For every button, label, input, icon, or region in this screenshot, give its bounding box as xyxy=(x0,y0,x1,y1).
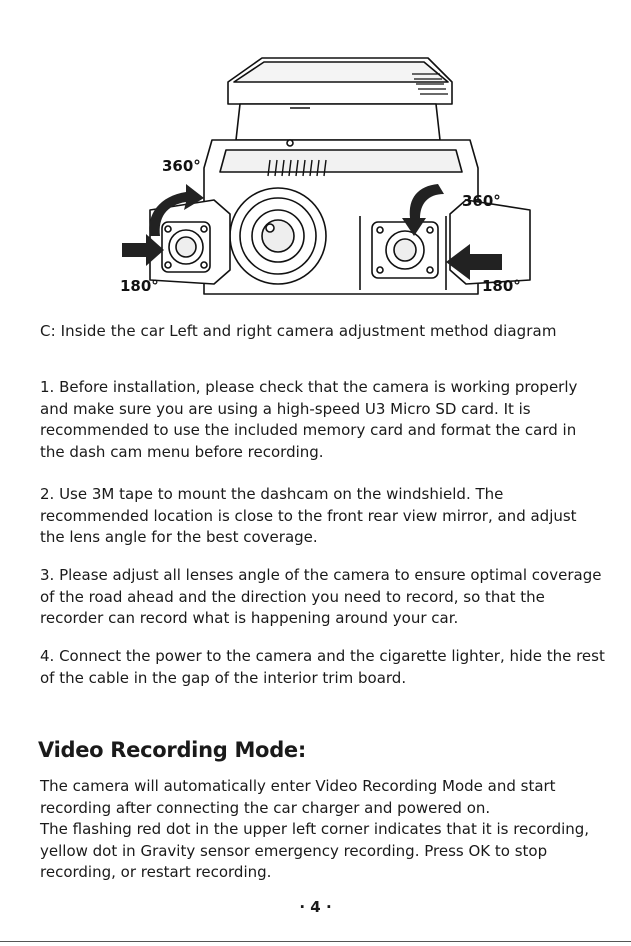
section-line-1: The camera will automatically enter Video Recording Mode and start recording after connecting the car charger and powered on. xyxy=(40,777,556,817)
figure-caption: C: Inside the car Left and right camera adjustment method diagram xyxy=(40,322,557,340)
section-line-2: The flashing red dot in the upper left corner indicates that it is recording, yellow dot in Gravity sensor emergency recording. Press OK to stop recording, or restart recording. xyxy=(40,820,590,882)
section-body xyxy=(40,776,605,884)
dashcam-figure xyxy=(0,0,631,310)
step-3: 3. Please adjust all lenses angle of the camera to ensure optimal coverage of the road ahead and the direction you need to record, so that the recorder can record what is happening around your car. xyxy=(40,566,602,628)
dashcam-illustration xyxy=(0,0,631,310)
left-tilt-label: 180° xyxy=(120,277,159,295)
section-heading: Video Recording Mode: xyxy=(38,738,306,762)
right-tilt-label: 180° xyxy=(482,277,521,295)
left-rotation-label: 360° xyxy=(162,157,201,175)
step-2: 2. Use 3M tape to mount the dashcam on the windshield. The recommended location is close to the front rear view mirror, and adjust the lens angle for the best coverage. xyxy=(40,485,577,547)
step-1: 1. Before installation, please check that the camera is working properly and make sure you are using a high-speed U3 Micro SD card. It is recommended to use the included memory card and format the card in the dash cam menu before recording. xyxy=(40,378,578,461)
right-rotation-label: 360° xyxy=(462,192,501,210)
step-4: 4. Connect the power to the camera and the cigarette lighter, hide the rest of the cable in the gap of the interior trim board. xyxy=(40,647,605,687)
page-number: · 4 · xyxy=(299,898,332,916)
bottom-rule xyxy=(0,941,631,942)
